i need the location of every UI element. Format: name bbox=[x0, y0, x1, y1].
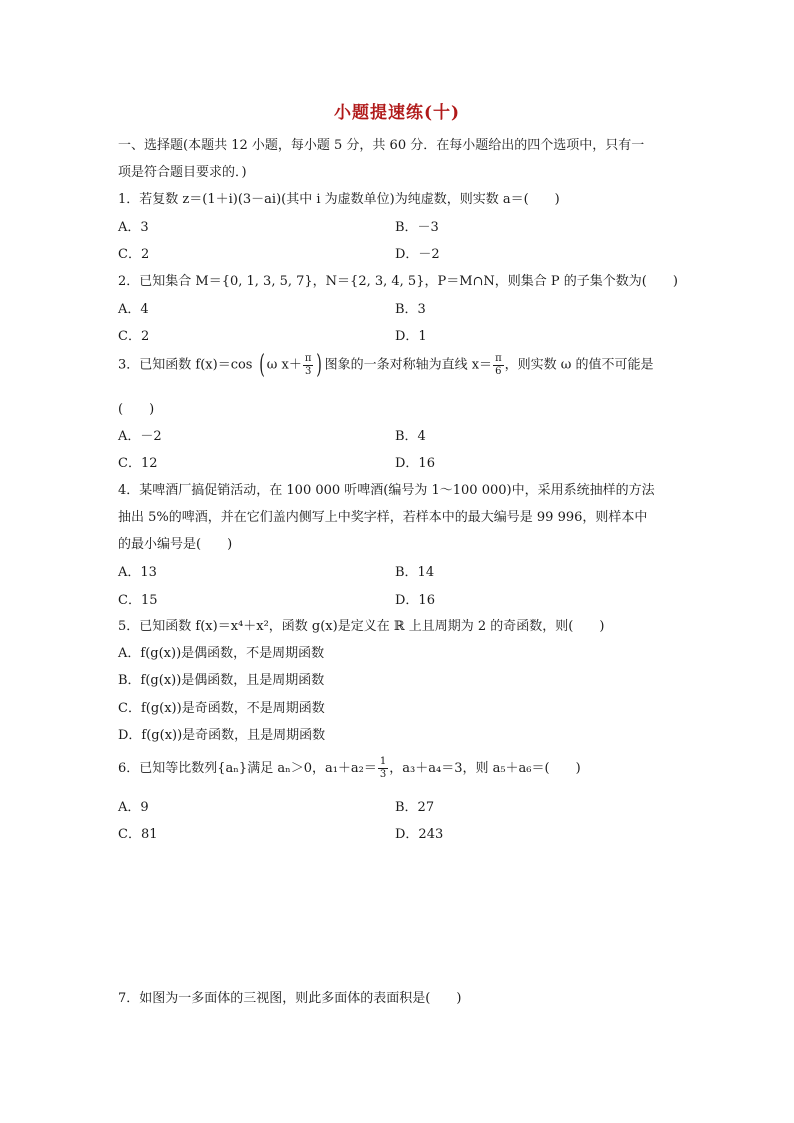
right-paren: ) bbox=[316, 350, 323, 380]
question-3-option-c: C．12 bbox=[118, 456, 158, 471]
question-4-line-3: 的最小编号是( ) bbox=[118, 537, 233, 552]
question-2-stem: 2．已知集合 M＝{0, 1, 3, 5, 7}，N＝{2, 3, 4, 5}，P＝M∩N，则集合 P 的子集个数为( ) bbox=[118, 274, 678, 289]
question-5-option-d: D．f(g(x))是奇函数，且是周期函数 bbox=[118, 728, 326, 743]
question-3-prefix: 3．已知函数 f(x)＝cos bbox=[118, 357, 253, 373]
question-4-line-2: 抽出 5%的啤酒，并在它们盖内侧写上中奖字样，若样本中的最大编号是 99 996，则样本中 bbox=[118, 510, 648, 525]
question-3-stem bbox=[118, 352, 654, 378]
question-2-option-a: A．4 bbox=[118, 302, 149, 317]
question-3-option-d: D．16 bbox=[395, 456, 435, 471]
question-5-stem: 5．已知函数 f(x)＝x⁴＋x²，函数 g(x)是定义在 ℝ 上且周期为 2 的奇函数，则( ) bbox=[118, 619, 605, 634]
question-4-line-1: 4．某啤酒厂搞促销活动，在 100 000 听啤酒(编号为 1～100 000)中，采用系统抽样的方法 bbox=[118, 483, 655, 498]
question-3-option-a: A．－2 bbox=[118, 429, 162, 444]
question-3-inner: ω x＋ bbox=[266, 357, 302, 373]
question-5-option-a: A．f(g(x))是偶函数，不是周期函数 bbox=[118, 646, 325, 661]
question-6-option-d: D．243 bbox=[395, 827, 444, 842]
left-paren: ( bbox=[258, 350, 265, 380]
question-2-option-d: D．1 bbox=[395, 329, 427, 344]
question-1-option-c: C．2 bbox=[118, 247, 150, 262]
question-7-stem: 7．如图为一多面体的三视图，则此多面体的表面积是( ) bbox=[118, 991, 462, 1006]
section-header-line-1: 一、选择题(本题共 12 小题，每小题 5 分，共 60 分．在每小题给出的四个选项中，只有一 bbox=[118, 138, 645, 153]
question-6-option-c: C．81 bbox=[118, 827, 158, 842]
question-6-option-a: A．9 bbox=[118, 800, 149, 815]
fraction-pi-over-6: $\frac{\pi}{6}$ bbox=[495, 352, 502, 377]
question-4-option-b: B．14 bbox=[395, 565, 435, 580]
question-2-option-b: B．3 bbox=[395, 302, 426, 317]
question-4-option-d: D．16 bbox=[395, 593, 435, 608]
question-1-stem: 1．若复数 z＝(1＋i)(3－ai)(其中 i 为虚数单位)为纯虚数，则实数 a＝( ) bbox=[118, 192, 560, 207]
question-3-middle: 图象的一条对称轴为直线 x＝ bbox=[324, 357, 493, 373]
question-3-option-b: B．4 bbox=[395, 429, 426, 444]
question-1-option-a: A．3 bbox=[118, 220, 149, 235]
question-5-option-c: C．f(g(x))是奇函数，不是周期函数 bbox=[118, 701, 325, 716]
question-6-option-b: B．27 bbox=[395, 800, 435, 815]
page-title: 小题提速练(十) bbox=[333, 103, 461, 123]
fraction-pi-over-3: $\frac{\pi}{3}$ bbox=[304, 352, 312, 377]
question-3-answer-paren: ( ) bbox=[118, 402, 155, 417]
section-header-line-2: 项是符合题目要求的．) bbox=[118, 165, 247, 180]
question-6-stem bbox=[118, 756, 581, 781]
question-2-option-c: C．2 bbox=[118, 329, 150, 344]
question-6-prefix: 6．已知等比数列{aₙ}满足 aₙ＞0，a₁＋a₂＝ bbox=[118, 761, 377, 776]
question-4-option-c: C．15 bbox=[118, 593, 158, 608]
question-1-option-b: B．－3 bbox=[395, 220, 439, 235]
question-3-suffix: ，则实数 ω 的值不可能是 bbox=[504, 357, 654, 373]
question-5-option-b: B．f(g(x))是偶函数，且是周期函数 bbox=[118, 673, 325, 688]
question-6-suffix: ，a₃＋a₄＝3，则 a₅＋a₆＝( ) bbox=[389, 761, 581, 776]
fraction-one-third: $\frac{1}{3}$ bbox=[379, 756, 387, 780]
question-1-option-d: D．－2 bbox=[395, 247, 440, 262]
question-4-option-a: A．13 bbox=[118, 565, 157, 580]
